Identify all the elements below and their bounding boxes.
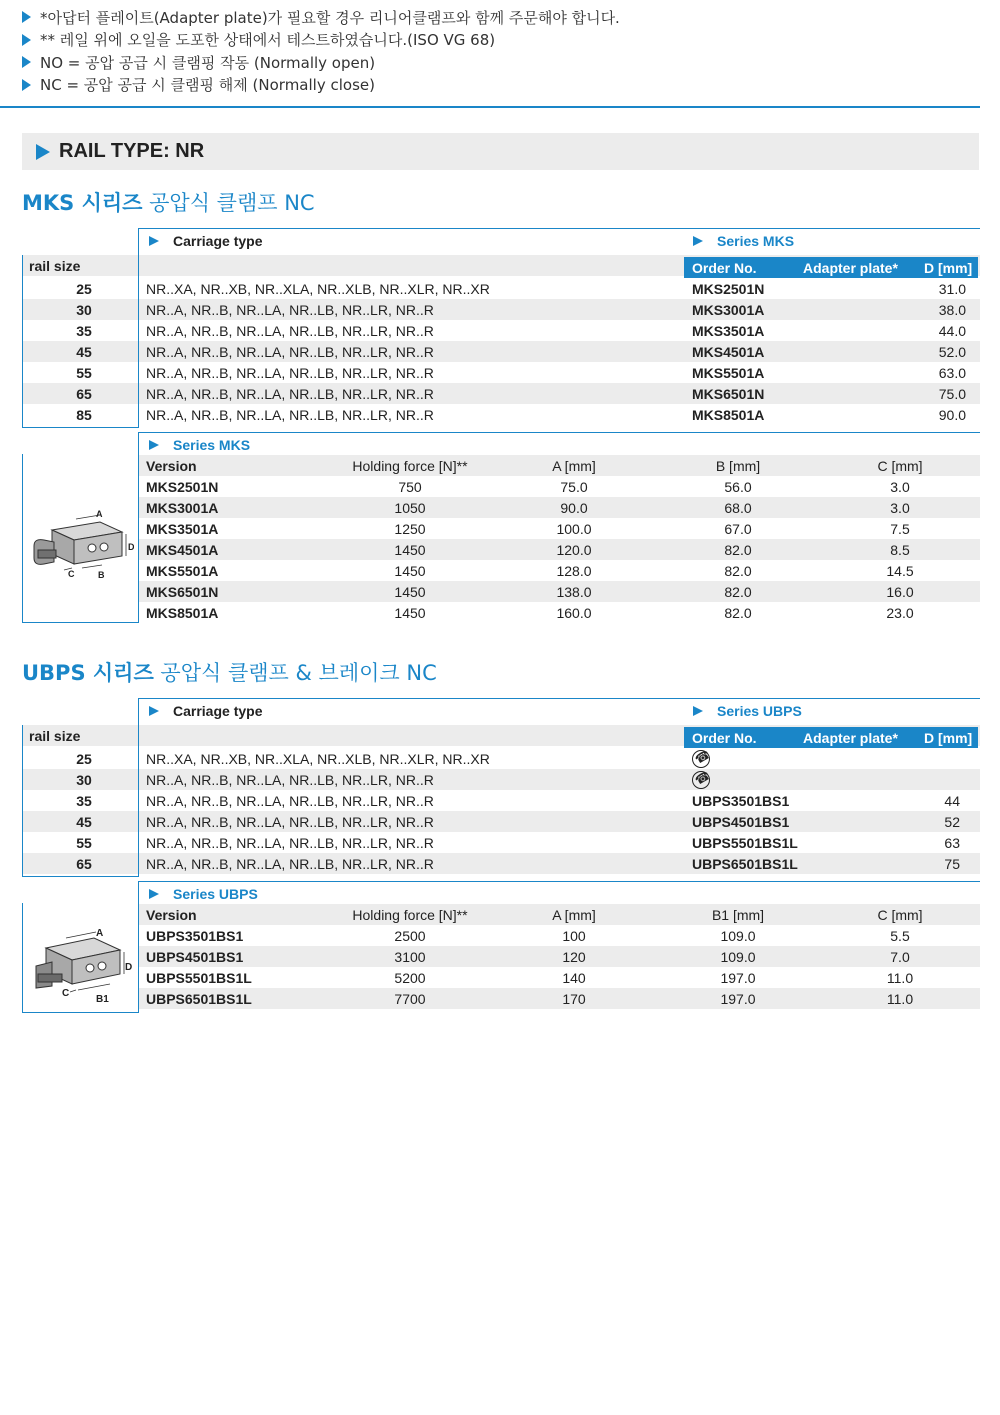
divider <box>22 903 23 1013</box>
a-cell: 90.0 <box>560 499 588 516</box>
rail-type-title: RAIL TYPE: NR <box>59 140 205 162</box>
a-header: A [mm] <box>552 457 596 474</box>
b1-cell: 197.0 <box>720 990 756 1007</box>
holding-force-header: Holding force [N]** <box>352 457 468 474</box>
d-mm-header: D [mm] <box>924 729 973 746</box>
d-cell: 75 <box>944 855 960 872</box>
note-text: NO = 공압 공급 시 클램핑 작동 (Normally open) <box>40 53 376 72</box>
rail-size-cell: 65 <box>76 855 92 872</box>
section-title-bold: MKS 시리즈 <box>22 191 143 215</box>
holding-force-cell: 3100 <box>394 948 426 965</box>
table-row <box>138 946 980 967</box>
divider <box>22 622 139 623</box>
version-cell: MKS6501N <box>146 583 219 600</box>
spec-series-label: Series MKS <box>173 437 251 453</box>
table-row <box>138 988 980 1009</box>
diagram-label-d: D <box>125 962 133 973</box>
section-title-rest: 공압식 클램프 & 브레이크 NC <box>153 661 437 685</box>
divider <box>138 432 139 623</box>
triangle-bullet-icon <box>22 56 31 68</box>
mks-order-table <box>22 228 980 628</box>
order-no-cell: UBPS5501BS1L <box>692 834 798 851</box>
rail-size-label: rail size <box>29 727 81 744</box>
section-title-bold: UBPS 시리즈 <box>22 661 154 685</box>
b1-cell: 197.0 <box>720 969 756 986</box>
divider <box>22 1012 139 1013</box>
series-header <box>682 228 980 253</box>
d-cell: 44 <box>944 792 960 809</box>
version-cell: MKS3001A <box>146 499 219 516</box>
carriage-type-label: Carriage type <box>173 703 263 719</box>
note-item <box>22 74 982 97</box>
triangle-bullet-icon <box>693 706 703 716</box>
adapter-plate-header: Adapter plate* <box>803 729 898 746</box>
triangle-bullet-icon <box>149 889 159 899</box>
table-row <box>22 832 980 853</box>
holding-force-cell: 1050 <box>394 499 426 516</box>
table-row <box>22 320 980 341</box>
note-text: NC = 공압 공급 시 클램핑 해제 (Normally close) <box>40 76 375 95</box>
note-text: *아답터 플레이트(Adapter plate)가 필요할 경우 리니어클램프와 함께 주문해야 합니다. <box>40 8 620 27</box>
carriage-cell: NR..A, NR..B, NR..LA, NR..LB, NR..LR, NR..R <box>146 855 434 872</box>
carriage-cell: NR..A, NR..B, NR..LA, NR..LB, NR..LR, NR..R <box>146 834 434 851</box>
carriage-cell: NR..A, NR..B, NR..LA, NR..LB, NR..LR, NR..R <box>146 364 434 381</box>
d-cell: 63.0 <box>938 364 966 381</box>
a-cell: 170 <box>562 990 586 1007</box>
order-no-cell: UBPS6501BS1L <box>692 855 798 872</box>
c-cell: 11.0 <box>886 969 914 986</box>
version-cell: MKS5501A <box>146 562 219 579</box>
a-cell: 140 <box>562 969 586 986</box>
order-no-header: Order No. <box>692 259 757 276</box>
rail-size-cell: 35 <box>76 792 92 809</box>
holding-force-cell: 1450 <box>394 562 426 579</box>
series-header <box>682 698 980 723</box>
a-cell: 120 <box>562 948 586 965</box>
holding-force-cell: 5200 <box>394 969 426 986</box>
triangle-bullet-icon <box>22 79 31 91</box>
c-cell: 7.0 <box>890 948 910 965</box>
rail-size-cell: 55 <box>76 834 92 851</box>
holding-force-cell: 2500 <box>394 927 426 944</box>
diagram-label-b: B <box>98 570 105 580</box>
divider <box>138 698 139 877</box>
a-cell: 138.0 <box>556 583 592 600</box>
c-cell: 11.0 <box>886 990 914 1007</box>
table-row <box>22 790 980 811</box>
spec-series-header <box>138 881 980 906</box>
series-label: Series UBPS <box>717 703 802 719</box>
diagram-label-a: A <box>96 510 103 519</box>
a-cell: 120.0 <box>556 541 592 558</box>
order-no-cell <box>692 748 710 769</box>
b-cell: 67.0 <box>724 520 752 537</box>
table-row <box>22 299 980 320</box>
triangle-bullet-icon <box>149 236 159 246</box>
table-row <box>22 278 980 299</box>
d-cell: 52 <box>944 813 960 830</box>
order-no-cell: UBPS3501BS1 <box>692 792 790 809</box>
a-cell: 100 <box>562 927 586 944</box>
diagram-label-b1: B1 <box>96 994 109 1005</box>
c-cell: 14.5 <box>886 562 914 579</box>
diagram-label-c: C <box>62 988 70 999</box>
order-no-cell: MKS3501A <box>692 322 765 339</box>
order-columns-header <box>684 257 978 278</box>
table-row <box>22 404 980 425</box>
d-cell: 63 <box>944 834 960 851</box>
order-no-cell: MKS2501N <box>692 280 765 297</box>
divider <box>22 454 23 623</box>
c-cell: 23.0 <box>886 604 914 621</box>
table-row <box>138 518 980 539</box>
table-row <box>22 853 980 874</box>
c-cell: 3.0 <box>890 478 910 495</box>
adapter-plate-header: Adapter plate* <box>803 259 898 276</box>
d-cell: 90.0 <box>938 406 966 423</box>
c-header: C [mm] <box>877 457 923 474</box>
triangle-bullet-icon <box>22 11 31 23</box>
version-cell: UBPS6501BS1L <box>146 990 252 1007</box>
carriage-cell: NR..A, NR..B, NR..LA, NR..LB, NR..LR, NR..R <box>146 792 434 809</box>
b1-header: B1 [mm] <box>711 906 765 923</box>
carriage-cell: NR..A, NR..B, NR..LA, NR..LB, NR..LR, NR..R <box>146 322 434 339</box>
rail-size-cell: 55 <box>76 364 92 381</box>
rail-size-cell: 25 <box>76 750 92 767</box>
rail-type-banner <box>22 133 979 170</box>
divider <box>22 255 23 428</box>
d-mm-header: D [mm] <box>924 259 973 276</box>
table-row <box>138 539 980 560</box>
triangle-bullet-icon <box>149 706 159 716</box>
version-cell: MKS8501A <box>146 604 219 621</box>
version-header: Version <box>146 906 197 923</box>
order-no-cell: MKS3001A <box>692 301 765 318</box>
holding-force-cell: 1450 <box>394 541 426 558</box>
b-cell: 68.0 <box>724 499 752 516</box>
b-cell: 56.0 <box>724 478 752 495</box>
diagram-label-a: A <box>96 928 104 939</box>
table-row <box>138 967 980 988</box>
holding-force-cell: 1250 <box>394 520 426 537</box>
note-item <box>22 29 982 52</box>
triangle-bullet-icon <box>693 236 703 246</box>
diagram-label-d: D <box>128 542 134 552</box>
phone-inquiry-icon <box>692 750 710 768</box>
triangle-bullet-icon <box>22 34 31 46</box>
version-cell: MKS2501N <box>146 478 219 495</box>
table-row <box>138 560 980 581</box>
a-cell: 100.0 <box>556 520 592 537</box>
divider <box>138 228 139 428</box>
section-title-ubps <box>22 657 437 687</box>
divider <box>0 106 980 108</box>
section-title-rest: 공압식 클램프 NC <box>142 191 315 215</box>
order-no-header: Order No. <box>692 729 757 746</box>
carriage-cell: NR..A, NR..B, NR..LA, NR..LB, NR..LR, NR..R <box>146 385 434 402</box>
a-cell: 128.0 <box>556 562 592 579</box>
rail-size-cell: 45 <box>76 813 92 830</box>
rail-size-cell: 45 <box>76 343 92 360</box>
table-row <box>138 602 980 623</box>
order-no-cell: MKS5501A <box>692 364 765 381</box>
a-cell: 160.0 <box>556 604 592 621</box>
holding-force-cell: 7700 <box>394 990 426 1007</box>
brake-dimension-diagram <box>32 926 134 1008</box>
carriage-type-header <box>138 698 682 723</box>
table-row <box>22 362 980 383</box>
table-row <box>22 383 980 404</box>
d-cell: 38.0 <box>938 301 966 318</box>
spec-series-header <box>138 432 980 457</box>
d-cell: 52.0 <box>938 343 966 360</box>
d-cell: 44.0 <box>938 322 966 339</box>
divider <box>138 881 139 1013</box>
divider <box>22 725 23 877</box>
rail-size-cell: 30 <box>76 301 92 318</box>
rail-size-cell: 25 <box>76 280 92 297</box>
order-no-cell <box>692 769 710 790</box>
carriage-type-label: Carriage type <box>173 233 263 249</box>
carriage-cell: NR..A, NR..B, NR..LA, NR..LB, NR..LR, NR..R <box>146 406 434 423</box>
order-no-cell: MKS6501N <box>692 385 765 402</box>
note-text: ** 레일 위에 오일을 도포한 상태에서 테스트하였습니다.(ISO VG 68) <box>40 31 496 50</box>
b-cell: 82.0 <box>724 604 752 621</box>
b1-cell: 109.0 <box>720 927 756 944</box>
holding-force-header: Holding force [N]** <box>352 906 468 923</box>
c-cell: 8.5 <box>890 541 910 558</box>
version-cell: MKS4501A <box>146 541 219 558</box>
note-item <box>22 51 982 74</box>
c-cell: 3.0 <box>890 499 910 516</box>
triangle-bullet-icon <box>36 144 50 160</box>
version-cell: MKS3501A <box>146 520 219 537</box>
b1-cell: 109.0 <box>720 948 756 965</box>
table-row <box>22 341 980 362</box>
rail-size-label: rail size <box>29 257 81 274</box>
holding-force-cell: 1450 <box>394 583 426 600</box>
spec-header-row <box>138 904 980 925</box>
note-item <box>22 6 982 29</box>
c-cell: 7.5 <box>890 520 910 537</box>
table-row <box>22 748 980 769</box>
series-label: Series MKS <box>717 233 795 249</box>
holding-force-cell: 1450 <box>394 604 426 621</box>
triangle-bullet-icon <box>149 440 159 450</box>
carriage-cell: NR..XA, NR..XB, NR..XLA, NR..XLB, NR..XLR, NR..XR <box>146 750 490 767</box>
spec-series-label: Series UBPS <box>173 886 258 902</box>
version-cell: UBPS3501BS1 <box>146 927 244 944</box>
table-row <box>138 925 980 946</box>
phone-inquiry-icon <box>692 771 710 789</box>
c-cell: 5.5 <box>890 927 910 944</box>
divider <box>22 876 139 877</box>
table-row <box>138 497 980 518</box>
divider <box>22 427 139 428</box>
b-cell: 82.0 <box>724 562 752 579</box>
holding-force-cell: 750 <box>398 478 422 495</box>
order-columns-header <box>684 727 978 748</box>
section-title-mks <box>22 187 315 217</box>
b-header: B [mm] <box>715 457 761 474</box>
version-cell: UBPS5501BS1L <box>146 969 252 986</box>
table-row <box>22 811 980 832</box>
order-no-cell: MKS4501A <box>692 343 765 360</box>
order-no-cell: UBPS4501BS1 <box>692 813 790 830</box>
c-header: C [mm] <box>877 906 923 923</box>
carriage-cell: NR..A, NR..B, NR..LA, NR..LB, NR..LR, NR..R <box>146 343 434 360</box>
clamp-dimension-diagram <box>30 510 134 582</box>
table-row <box>22 769 980 790</box>
diagram-label-c: C <box>68 569 75 579</box>
d-cell: 75.0 <box>938 385 966 402</box>
ubps-order-table <box>22 698 980 1018</box>
table-row <box>138 476 980 497</box>
table-row <box>138 581 980 602</box>
version-cell: UBPS4501BS1 <box>146 948 244 965</box>
a-header: A [mm] <box>552 906 596 923</box>
rail-size-cell: 85 <box>76 406 92 423</box>
carriage-cell: NR..A, NR..B, NR..LA, NR..LB, NR..LR, NR..R <box>146 771 434 788</box>
carriage-type-header <box>138 228 682 253</box>
carriage-cell: NR..A, NR..B, NR..LA, NR..LB, NR..LR, NR..R <box>146 813 434 830</box>
rail-size-cell: 35 <box>76 322 92 339</box>
order-no-cell: MKS8501A <box>692 406 765 423</box>
version-header: Version <box>146 457 197 474</box>
carriage-cell: NR..XA, NR..XB, NR..XLA, NR..XLB, NR..XLR, NR..XR <box>146 280 490 297</box>
carriage-cell: NR..A, NR..B, NR..LA, NR..LB, NR..LR, NR..R <box>146 301 434 318</box>
rail-size-cell: 30 <box>76 771 92 788</box>
b-cell: 82.0 <box>724 583 752 600</box>
b-cell: 82.0 <box>724 541 752 558</box>
notes-list <box>22 6 982 96</box>
c-cell: 16.0 <box>886 583 914 600</box>
spec-header-row <box>138 455 980 476</box>
a-cell: 75.0 <box>560 478 588 495</box>
rail-size-cell: 65 <box>76 385 92 402</box>
d-cell: 31.0 <box>938 280 966 297</box>
